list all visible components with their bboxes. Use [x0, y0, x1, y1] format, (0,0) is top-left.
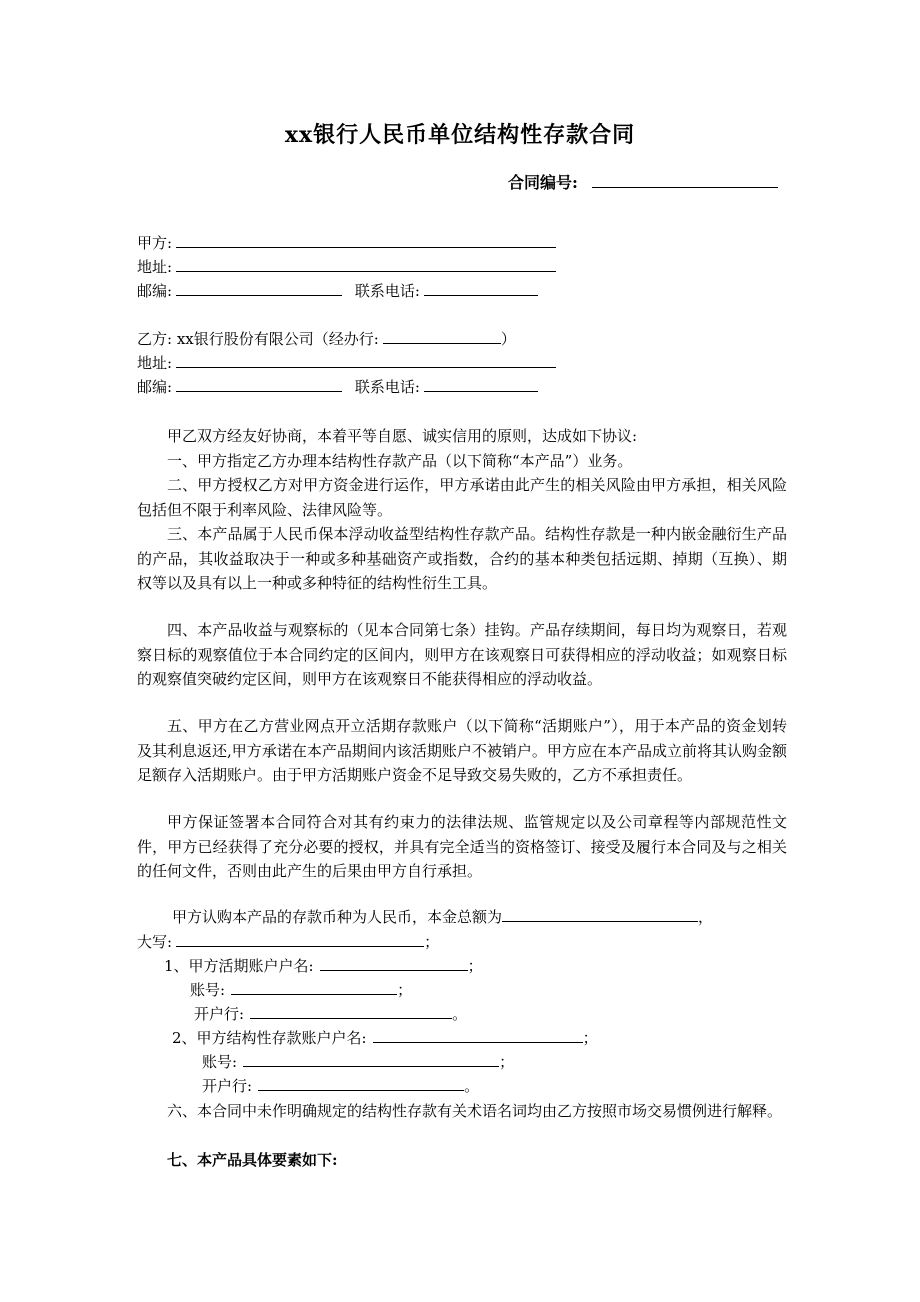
current-account-name-label: 1、甲方活期账户户名:	[164, 957, 314, 975]
party-b-line	[137, 328, 516, 350]
current-account-name-blank	[320, 956, 468, 971]
party-b-phone-blank	[424, 377, 538, 392]
principal-label: 甲方认购本产品的存款币种为人民币，本金总额为	[172, 908, 503, 926]
principal-words-blank	[176, 932, 424, 947]
current-account-bank-end: 。	[452, 1005, 468, 1023]
party-a-line	[137, 232, 556, 254]
party-a-phone-blank	[424, 281, 538, 296]
structured-account-bank-end: 。	[464, 1077, 480, 1095]
current-account-bank-label: 开户行:	[194, 1005, 245, 1023]
party-a-address-blank	[176, 257, 556, 272]
paragraph-clause-4: 四、本产品收益与观察标的（见本合同第七条）挂钩。产品存续期间，每日均为观察日，若观察日标的观察值位于本合同约定的区间内，则甲方在该观察日可获得相应的浮动收益；如观察日标的观察值突破约定区间，则甲方在该观察日不能获得相应的浮动收益。	[137, 621, 787, 689]
current-account-number-blank	[231, 980, 397, 995]
structured-account-name-label: 2、甲方结构性存款账户户名:	[172, 1029, 367, 1047]
party-b-close: ）	[500, 330, 516, 348]
current-account-name-end: ；	[467, 957, 483, 975]
current-account-bank-blank	[250, 1004, 452, 1019]
current-account-number-label: 账号:	[190, 981, 226, 999]
party-b-address-blank	[176, 353, 556, 368]
contract-number	[508, 170, 778, 193]
paragraph-clause-5: 五、甲方在乙方营业网点开立活期存款账户（以下简称“活期账户”），用于本产品的资金划转及其利息返还,甲方承诺在本产品期间内该活期账户不被销户。甲方应在本产品成立前将其认购金额足额存入活期账户。由于甲方活期账户资金不足导致交易失败的，乙方不承担责任。	[137, 717, 787, 785]
document-title: xx银行人民币单位结构性存款合同	[284, 122, 636, 148]
current-account-number-line	[190, 979, 412, 1001]
principal-words-end: ；	[424, 933, 440, 951]
paragraph-clause-7-heading: 七、本产品具体要素如下:	[167, 1151, 338, 1169]
principal-blank	[502, 907, 698, 922]
principal-line	[172, 906, 713, 928]
structured-account-bank-blank	[258, 1076, 464, 1091]
party-a-blank	[176, 233, 556, 248]
party-b-phone-label: 联系电话:	[354, 378, 420, 396]
party-b-branch-blank	[383, 329, 501, 344]
party-a-label: 甲方:	[137, 234, 173, 252]
structured-account-name-blank	[373, 1028, 583, 1043]
contract-number-blank	[592, 173, 778, 188]
paragraph-clause-3: 三、本产品属于人民币保本浮动收益型结构性存款产品。结构性存款是一种内嵌金融衍生产品的产品，其收益取决于一种或多种基础资产或指数，合约的基本种类包括远期、掉期（互换）、期权等以及具有以上一种或多种特征的结构性衍生工具。	[137, 525, 787, 593]
party-a-postcode-blank	[176, 281, 342, 296]
party-b-label: 乙方:	[137, 330, 173, 348]
current-account-number-end: ；	[397, 981, 413, 999]
party-b-postcode-blank	[176, 377, 342, 392]
structured-account-number-line	[202, 1051, 514, 1073]
party-b-address-line	[137, 352, 556, 374]
current-account-bank-line	[194, 1003, 467, 1025]
current-account-name-line	[164, 955, 483, 977]
party-a-address-line	[137, 256, 556, 278]
structured-account-name-end: ；	[582, 1029, 598, 1047]
party-a-phone-label: 联系电话:	[354, 282, 420, 300]
principal-words-line	[137, 931, 439, 953]
paragraph-clause-2: 二、甲方授权乙方对甲方资金进行运作，甲方承诺由此产生的相关风险由甲方承担，相关风险包括但不限于利率风险、法律风险等。	[137, 476, 787, 519]
structured-account-bank-line	[202, 1075, 479, 1097]
paragraph-party-a-guarantee: 甲方保证签署本合同符合对其有约束力的法律法规、监管规定以及公司章程等内部规范性文件，甲方已经获得了充分必要的授权，并具有完全适当的资格签订、接受及履行本合同及与之相关的任何文件，否则由此产生的后果由甲方自行承担。	[137, 813, 787, 881]
party-b-postcode-line	[137, 376, 538, 398]
party-b-address-label: 地址:	[137, 354, 173, 372]
party-a-address-label: 地址:	[137, 258, 173, 276]
structured-account-name-line	[172, 1027, 598, 1049]
party-a-postcode-label: 邮编:	[137, 282, 173, 300]
principal-comma: ，	[698, 908, 714, 926]
structured-account-bank-label: 开户行:	[202, 1077, 253, 1095]
paragraph-intro: 甲乙双方经友好协商，本着平等自愿、诚实信用的原则，达成如下协议:	[167, 427, 638, 445]
paragraph-clause-1: 一、甲方指定乙方办理本结构性存款产品（以下简称“本产品”）业务。	[167, 452, 633, 470]
principal-words-label: 大写:	[137, 933, 173, 951]
structured-account-number-blank	[243, 1052, 499, 1067]
party-a-postcode-line	[137, 280, 538, 302]
party-b-name: xx银行股份有限公司（经办行:	[176, 330, 379, 348]
structured-account-number-end: ；	[499, 1053, 515, 1071]
paragraph-clause-6: 六、本合同中未作明确规定的结构性存款有关术语名词均由乙方按照市场交易惯例进行解释。	[167, 1102, 783, 1120]
party-b-postcode-label: 邮编:	[137, 378, 173, 396]
contract-number-label: 合同编号:	[508, 173, 578, 192]
structured-account-number-label: 账号:	[202, 1053, 238, 1071]
